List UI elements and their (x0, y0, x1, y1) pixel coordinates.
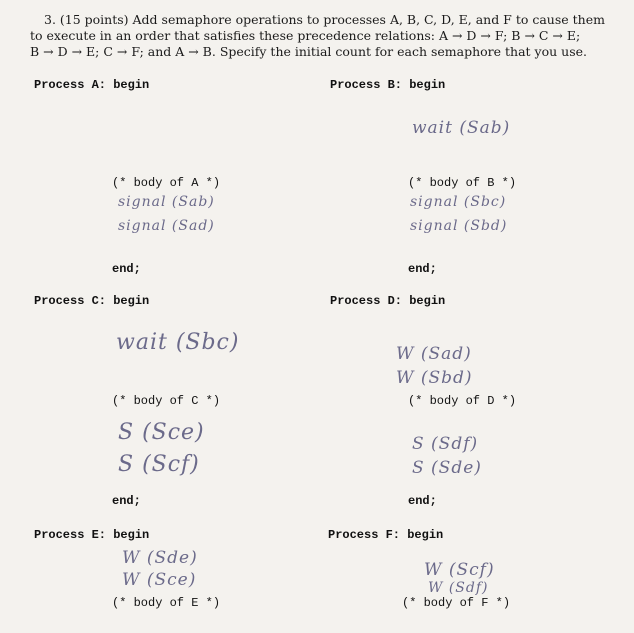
process-e-handwritten-1: W (Sde) (122, 548, 198, 568)
process-e-header: Process E: begin (34, 528, 150, 542)
process-a-handwritten-2: signal (Sad) (118, 218, 215, 234)
process-e-handwritten-2: W (Sce) (122, 570, 197, 590)
process-a-end: end; (112, 262, 141, 276)
process-d-handwritten-2: W (Sbd) (396, 368, 473, 388)
process-e-body: (* body of E *) (112, 596, 221, 610)
process-c-handwritten-2: S (Scf) (118, 452, 200, 477)
process-b-handwritten-2: signal (Sbd) (410, 218, 508, 234)
process-f-handwritten-1: W (Scf) (424, 560, 495, 580)
process-f-body: (* body of F *) (402, 596, 511, 610)
process-b-handwritten-1: signal (Sbc) (410, 194, 507, 210)
process-d-body: (* body of D *) (408, 394, 517, 408)
process-c-handwritten-1: S (Sce) (118, 420, 205, 445)
process-d-end: end; (408, 494, 437, 508)
process-d-handwritten-4: S (Sde) (412, 458, 482, 478)
process-c-end: end; (112, 494, 141, 508)
process-a-handwritten-1: signal (Sab) (118, 194, 215, 210)
problem-statement (30, 12, 610, 60)
process-b-handwritten-wait: wait (Sab) (412, 118, 511, 138)
problem-line-2: to execute in an order that satisfies these precedence relations: A → D → F; B → C → E; (30, 28, 581, 43)
process-c-header: Process C: begin (34, 294, 150, 308)
problem-line-1: 3. (15 points) Add semaphore operations to processes A, B, C, D, E, and F to cause them (44, 12, 605, 27)
process-c-body: (* body of C *) (112, 394, 221, 408)
process-d-handwritten-1: W (Sad) (396, 344, 472, 364)
process-c-handwritten-wait: wait (Sbc) (116, 330, 240, 355)
process-a-body: (* body of A *) (112, 176, 221, 190)
process-b-header: Process B: begin (330, 78, 446, 92)
process-b-end: end; (408, 262, 437, 276)
process-d-header: Process D: begin (330, 294, 446, 308)
process-b-body: (* body of B *) (408, 176, 517, 190)
problem-line-3: B → D → E; C → F; and A → B. Specify the initial count for each semaphore that you use. (30, 44, 587, 59)
process-f-handwritten-2: W (Sdf) (428, 580, 489, 596)
process-f-header: Process F: begin (328, 528, 444, 542)
process-d-handwritten-3: S (Sdf) (412, 434, 479, 454)
process-a-header: Process A: begin (34, 78, 150, 92)
